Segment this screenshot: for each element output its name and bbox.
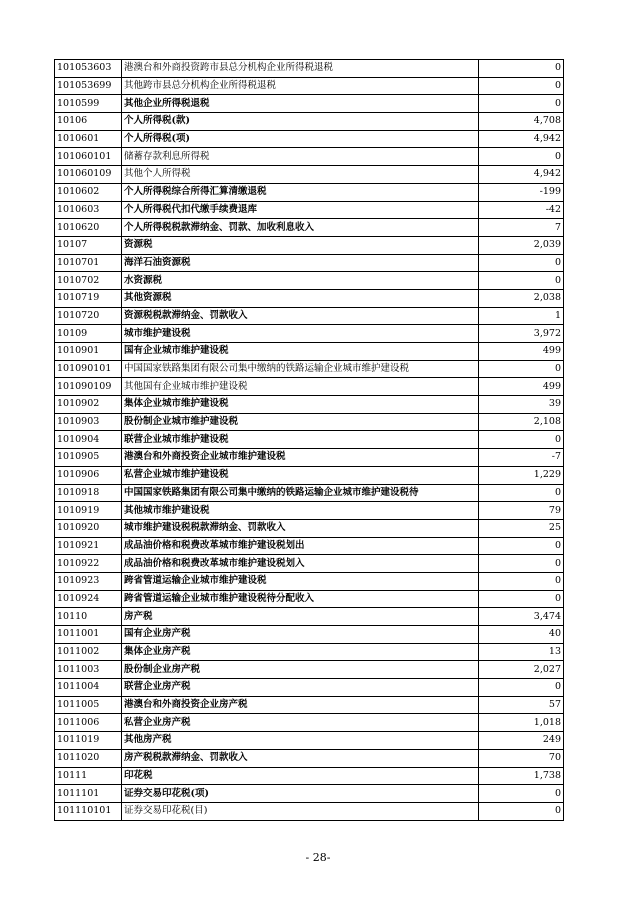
row-value: 0 [479, 60, 564, 78]
row-value: 499 [479, 378, 564, 396]
table-row [55, 608, 564, 626]
row-code: 1011019 [55, 732, 122, 750]
table-row [55, 555, 564, 573]
row-code: 1010921 [55, 537, 122, 555]
row-code: 10109 [55, 325, 122, 343]
table-row [55, 696, 564, 714]
row-name: 其他资源税 [122, 289, 479, 307]
row-name: 其他企业所得税退税 [122, 95, 479, 113]
row-code: 1010701 [55, 254, 122, 272]
row-name: 股份制企业房产税 [122, 661, 479, 679]
row-code: 1010923 [55, 572, 122, 590]
row-value: 25 [479, 519, 564, 537]
table-row [55, 254, 564, 272]
row-value: 2,039 [479, 236, 564, 254]
page-number: - 28- [305, 851, 331, 864]
table-row [55, 272, 564, 290]
row-code: 1010904 [55, 431, 122, 449]
table-row [55, 484, 564, 502]
row-name: 海洋石油资源税 [122, 254, 479, 272]
row-value: 0 [479, 802, 564, 820]
table-row [55, 714, 564, 732]
row-name: 私营企业城市维护建设税 [122, 466, 479, 484]
row-code: 1010599 [55, 95, 122, 113]
table-row [55, 661, 564, 679]
table-row [55, 572, 564, 590]
table-body [55, 60, 564, 821]
row-code: 101110101 [55, 802, 122, 820]
table-row [55, 396, 564, 414]
row-name: 城市维护建设税 [122, 325, 479, 343]
row-name: 跨省管道运输企业城市维护建设税 [122, 572, 479, 590]
row-code: 1010702 [55, 272, 122, 290]
row-code: 1010918 [55, 484, 122, 502]
row-code: 1011020 [55, 749, 122, 767]
row-code: 101090109 [55, 378, 122, 396]
table-row [55, 590, 564, 608]
row-code: 101060109 [55, 166, 122, 184]
row-name: 集体企业房产税 [122, 643, 479, 661]
table-row [55, 643, 564, 661]
row-code: 1010902 [55, 396, 122, 414]
row-value: 4,942 [479, 166, 564, 184]
row-value: 1,229 [479, 466, 564, 484]
row-value: 1,738 [479, 767, 564, 785]
row-code: 1010620 [55, 219, 122, 237]
row-code: 1010920 [55, 519, 122, 537]
row-name: 城市维护建设税税款滞纳金、罚款收入 [122, 519, 479, 537]
row-value: 2,108 [479, 413, 564, 431]
row-code: 1010919 [55, 502, 122, 520]
table-row [55, 166, 564, 184]
row-code: 1010903 [55, 413, 122, 431]
table-row [55, 236, 564, 254]
row-value: 4,708 [479, 113, 564, 131]
row-name: 证券交易印花税(项) [122, 785, 479, 803]
row-name: 中国国家铁路集团有限公司集中缴纳的铁路运输企业城市维护建设税 [122, 360, 479, 378]
row-value: 4,942 [479, 130, 564, 148]
row-value: 40 [479, 626, 564, 644]
table-row [55, 360, 564, 378]
table-row [55, 466, 564, 484]
row-name: 印花税 [122, 767, 479, 785]
row-name: 储蓄存款利息所得税 [122, 148, 479, 166]
row-value: 0 [479, 272, 564, 290]
row-name: 资源税 [122, 236, 479, 254]
row-name: 私营企业房产税 [122, 714, 479, 732]
table-row [55, 343, 564, 361]
table-row [55, 219, 564, 237]
table-row [55, 413, 564, 431]
table-row [55, 679, 564, 697]
row-code: 1010905 [55, 449, 122, 467]
row-value: 79 [479, 502, 564, 520]
row-value: 0 [479, 572, 564, 590]
row-name: 其他城市维护建设税 [122, 502, 479, 520]
row-value: -199 [479, 183, 564, 201]
row-value: -42 [479, 201, 564, 219]
row-name: 中国国家铁路集团有限公司集中缴纳的铁路运输企业城市维护建设税待 [122, 484, 479, 502]
revenue-table [54, 59, 564, 821]
table-row [55, 183, 564, 201]
row-value: 3,972 [479, 325, 564, 343]
row-value: 3,474 [479, 608, 564, 626]
row-code: 1010602 [55, 183, 122, 201]
row-name: 其他个人所得税 [122, 166, 479, 184]
row-name: 水资源税 [122, 272, 479, 290]
row-value: 0 [479, 77, 564, 95]
row-name: 国有企业城市维护建设税 [122, 343, 479, 361]
row-name: 证券交易印花税(目) [122, 802, 479, 820]
row-code: 1011001 [55, 626, 122, 644]
table-row [55, 626, 564, 644]
row-code: 10106 [55, 113, 122, 131]
row-name: 成品油价格和税费改革城市维护建设税划入 [122, 555, 479, 573]
row-name: 个人所得税(项) [122, 130, 479, 148]
table-row [55, 148, 564, 166]
table-row [55, 201, 564, 219]
row-name: 个人所得税(款) [122, 113, 479, 131]
row-name: 个人所得税代扣代缴手续费退库 [122, 201, 479, 219]
row-name: 港澳台和外商投资企业房产税 [122, 696, 479, 714]
table-row [55, 449, 564, 467]
row-code: 1011006 [55, 714, 122, 732]
row-name: 国有企业房产税 [122, 626, 479, 644]
row-name: 其他国有企业城市维护建设税 [122, 378, 479, 396]
row-name: 联营企业城市维护建设税 [122, 431, 479, 449]
table-row [55, 325, 564, 343]
row-value: 0 [479, 360, 564, 378]
row-value: 1 [479, 307, 564, 325]
table-row [55, 749, 564, 767]
row-value: 1,018 [479, 714, 564, 732]
row-code: 101053699 [55, 77, 122, 95]
row-name: 集体企业城市维护建设税 [122, 396, 479, 414]
table-row [55, 431, 564, 449]
table-row [55, 60, 564, 78]
row-value: 0 [479, 148, 564, 166]
table-row [55, 767, 564, 785]
row-value: 0 [479, 785, 564, 803]
row-code: 1010901 [55, 343, 122, 361]
row-code: 1011004 [55, 679, 122, 697]
row-code: 1010922 [55, 555, 122, 573]
table-row [55, 537, 564, 555]
table-row [55, 289, 564, 307]
row-code: 1010924 [55, 590, 122, 608]
row-name: 其他房产税 [122, 732, 479, 750]
row-code: 1011003 [55, 661, 122, 679]
row-code: 1011002 [55, 643, 122, 661]
table-row [55, 785, 564, 803]
row-value: 0 [479, 590, 564, 608]
row-value: 2,027 [479, 661, 564, 679]
row-name: 房产税税款滞纳金、罚款收入 [122, 749, 479, 767]
row-value: 0 [479, 555, 564, 573]
row-code: 1010906 [55, 466, 122, 484]
row-code: 1010720 [55, 307, 122, 325]
row-code: 101053603 [55, 60, 122, 78]
table-row [55, 307, 564, 325]
row-value: 70 [479, 749, 564, 767]
row-value: 57 [479, 696, 564, 714]
row-name: 个人所得税综合所得汇算清缴退税 [122, 183, 479, 201]
row-code: 1010719 [55, 289, 122, 307]
row-value: 249 [479, 732, 564, 750]
row-code: 10110 [55, 608, 122, 626]
row-name: 成品油价格和税费改革城市维护建设税划出 [122, 537, 479, 555]
row-code: 101060101 [55, 148, 122, 166]
row-value: 0 [479, 431, 564, 449]
table-row [55, 113, 564, 131]
table-row [55, 519, 564, 537]
row-value: 0 [479, 679, 564, 697]
table-row [55, 802, 564, 820]
row-name: 联营企业房产税 [122, 679, 479, 697]
row-value: 0 [479, 95, 564, 113]
row-value: 0 [479, 484, 564, 502]
row-value: 13 [479, 643, 564, 661]
row-name: 房产税 [122, 608, 479, 626]
row-name: 跨省管道运输企业城市维护建设税待分配收入 [122, 590, 479, 608]
row-value: 499 [479, 343, 564, 361]
row-name: 资源税税款滞纳金、罚款收入 [122, 307, 479, 325]
table-row [55, 95, 564, 113]
row-value: 0 [479, 254, 564, 272]
row-value: -7 [479, 449, 564, 467]
row-code: 1010601 [55, 130, 122, 148]
row-name: 港澳台和外商投资跨市县总分机构企业所得税退税 [122, 60, 479, 78]
row-code: 1010603 [55, 201, 122, 219]
row-name: 个人所得税税款滞纳金、罚款、加收利息收入 [122, 219, 479, 237]
row-name: 股份制企业城市维护建设税 [122, 413, 479, 431]
row-code: 101090101 [55, 360, 122, 378]
row-value: 39 [479, 396, 564, 414]
table-row [55, 130, 564, 148]
row-value: 7 [479, 219, 564, 237]
row-code: 10111 [55, 767, 122, 785]
row-value: 2,038 [479, 289, 564, 307]
row-name: 港澳台和外商投资企业城市维护建设税 [122, 449, 479, 467]
table-row [55, 732, 564, 750]
table-row [55, 378, 564, 396]
row-name: 其他跨市县总分机构企业所得税退税 [122, 77, 479, 95]
row-code: 1011005 [55, 696, 122, 714]
row-code: 10107 [55, 236, 122, 254]
table-row [55, 77, 564, 95]
row-value: 0 [479, 537, 564, 555]
row-code: 1011101 [55, 785, 122, 803]
table-row [55, 502, 564, 520]
